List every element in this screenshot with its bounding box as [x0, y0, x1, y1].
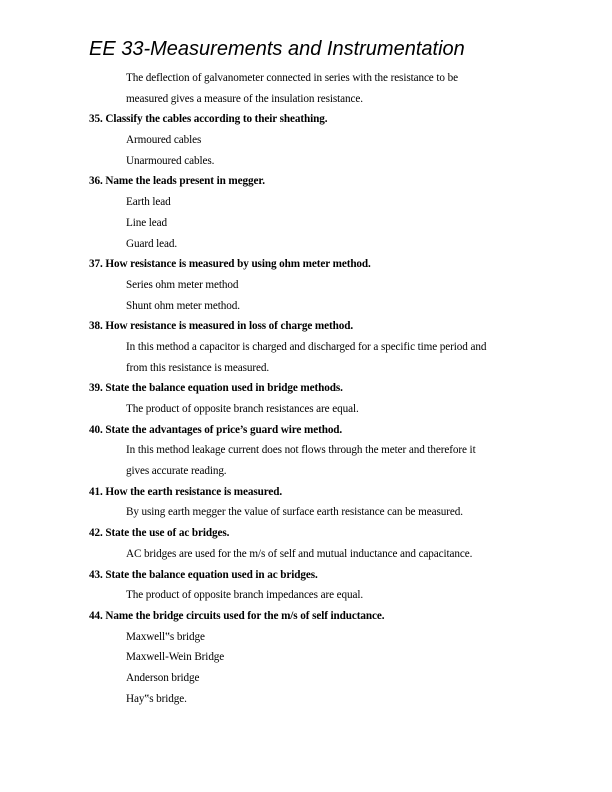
answer-line: from this resistance is measured.: [126, 361, 270, 374]
question-heading: 39. State the balance equation used in bridge methods.: [89, 382, 343, 395]
answer-line: Maxwell‟s bridge: [126, 630, 205, 643]
answer-line: Unarmoured cables.: [126, 154, 215, 167]
answer-line: Anderson bridge: [126, 671, 200, 684]
question-heading: 44. Name the bridge circuits used for the m/s of self inductance.: [89, 609, 385, 622]
answer-line: Hay‟s bridge.: [126, 692, 187, 705]
question-heading: 37. How resistance is measured by using ohm meter method.: [89, 258, 371, 271]
document-body: [89, 68, 539, 709]
question-heading: 40. State the advantages of price’s guard wire method.: [89, 423, 343, 436]
answer-line: By using earth megger the value of surface earth resistance can be measured.: [126, 506, 463, 519]
question-heading: 36. Name the leads present in megger.: [89, 175, 265, 188]
question-heading: 42. State the use of ac bridges.: [89, 527, 230, 540]
answer-line: measured gives a measure of the insulation resistance.: [126, 92, 363, 105]
answer-line: Guard lead.: [126, 237, 178, 250]
page-header-title: EE 33-Measurements and Instrumentation: [89, 38, 465, 60]
answer-line: Series ohm meter method: [126, 278, 239, 291]
question-heading: 43. State the balance equation used in ac bridges.: [89, 568, 318, 581]
answer-line: Line lead: [126, 216, 168, 229]
question-heading: 41. How the earth resistance is measured.: [89, 485, 283, 498]
question-heading: 38. How resistance is measured in loss of charge method.: [89, 320, 354, 333]
answer-line: Earth lead: [126, 196, 171, 209]
answer-line: Maxwell-Wein Bridge: [126, 651, 225, 664]
question-heading: 35. Classify the cables according to their sheathing.: [89, 113, 328, 126]
answer-line: gives accurate reading.: [126, 465, 227, 478]
answer-line: The deflection of galvanometer connected in series with the resistance to be: [126, 72, 458, 84]
answer-line: Shunt ohm meter method.: [126, 299, 240, 312]
answer-line: In this method a capacitor is charged and discharged for a specific time period and: [126, 340, 487, 353]
answer-line: The product of opposite branch impedances are equal.: [126, 589, 364, 602]
answer-line: In this method leakage current does not flows through the meter and therefore it: [126, 444, 476, 457]
answer-line: Armoured cables: [126, 134, 202, 147]
answer-line: The product of opposite branch resistances are equal.: [126, 403, 359, 415]
answer-line: AC bridges are used for the m/s of self and mutual inductance and capacitance.: [126, 547, 473, 560]
